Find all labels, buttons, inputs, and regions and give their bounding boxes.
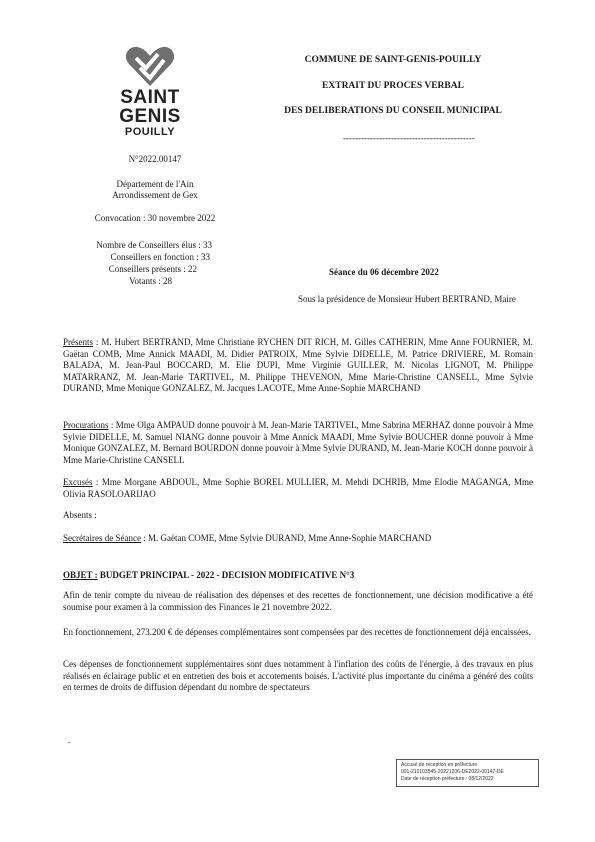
seance-date: Séance du 06 décembre 2022 — [329, 267, 439, 277]
presents-text: : M. Hubert BERTRAND, Mme Christiane RYCHEN DIT RICH, M. Gilles CATHERIN, Mme Anne FOURNIER, M. Gaëtan COMB, Mme Annick MAADI, M. Didier PATROIX, Mme Sylvie DIDELLE, M. Patrice DRIVIERE, M. Romain BALADA, M. Jean-Paul BOCCARD, M. Elie DUPI, Mme Virginie GUILLER, M. Nicolas LIGNOT, M. Philippe MATARRANZ, M. Jean-Marie TARTIVEL, M. Philippe THEVENON, Mme Marie-Christine CANSELL, Mme Sylvie DURAND, Mme Monique GONZALEZ, M. Jacques LACOTE, Mme Anne-Sophie MARCHAND — [63, 337, 533, 393]
procurations-text: : Mme Olga AMPAUD donne pouvoir à M. Jean-Marie TARTIVEL, Mme Sabrina MERHAZ donne pouvoir à Mme Sylvie DIDELLE, M. Samuel NIANG donne pouvoir à Mme Annick MAADI, Mme Sylvie BOUCHER donne pouvoir à Mme Monique GONZALEZ, M. Bernard BOURDON donne pouvoir à Mme Sylvie DURAND, M. Jean-Marie KOCH donne pouvoir à Mme Marie-Christine CANSELL — [63, 420, 533, 465]
deliberation-number: N°2022.00147 — [128, 154, 182, 164]
header-deliberations: DES DELIBERATIONS DU CONSEIL MUNICIPAL — [284, 106, 502, 116]
stamp-line-1: Accusé de réception en préfecture — [401, 762, 478, 768]
presents-label: Présents — [63, 337, 93, 347]
objet-text: BUDGET PRINCIPAL - 2022 - DECISION MODIFICATIVE N°3 — [97, 570, 355, 580]
body-paragraph-2: En fonctionnement, 273.200 € de dépenses complémentaires sont compensées par des recettes de fonctionnement déjà encaissées. — [63, 627, 531, 637]
logo-text-saint: SAINT — [120, 87, 180, 108]
header-commune: COMMUNE DE SAINT-GENIS-POUILLY — [304, 55, 482, 65]
secretaires-text: : M. Gaëtan COME, Mme Sylvie DURAND, Mme Anne-Sophie MARCHAND — [140, 533, 432, 543]
procurations-label: Procurations — [63, 420, 109, 430]
excuses-label: Excusés — [63, 477, 93, 487]
departement: Département de l'Ain — [116, 179, 194, 189]
convocation: Convocation : 30 novembre 2022 — [94, 213, 216, 223]
conseillers-presents: Conseillers présents : 22 — [108, 264, 197, 274]
seance-presidence: Sous la présidence de Monsieur Hubert BERTRAND, Maire — [298, 294, 516, 304]
excuses-text: : Mme Morgane ABDOUL, Mme Sophie BOREL MULLIER, M. Mehdi DCHRIB, Mme Elodie MAGANGA, Mme Olivia RASOLOARIJAO — [63, 477, 533, 499]
objet-heading — [63, 570, 533, 582]
stamp-line-3: Date de réception préfecture : 08/12/2022 — [401, 775, 494, 782]
arrondissement: Arrondissement de Gex — [112, 190, 198, 200]
header-extrait: EXTRAIT DU PROCES VERBAL — [322, 81, 464, 91]
secretaires-label: Secrétaires de Séance — [63, 533, 141, 543]
stamp-line-2: 001-210103545-20221206-DE2022-00147-DE — [401, 768, 504, 775]
presents-paragraph — [63, 337, 533, 395]
absents-label: Absents : — [63, 510, 97, 520]
procurations-paragraph — [63, 420, 533, 466]
objet-label: OBJET : — [63, 570, 98, 580]
logo-text-pouilly: POUILLY — [124, 126, 176, 138]
body-paragraph-1: Afin de tenir compte du niveau de réalisation des dépenses et des recettes de fonctionnement, une décision modificative a été soumise pour examen à la commission des Finances le 21 novembre 2022. — [63, 590, 533, 612]
heart-logo-icon — [124, 44, 176, 88]
logo-text-genis: GENIS — [119, 106, 181, 127]
excuses-paragraph — [63, 477, 533, 500]
commune-logo — [110, 44, 190, 139]
footer-mark: . — [68, 735, 71, 745]
absents-paragraph — [63, 510, 533, 522]
conseillers-elus: Nombre de Conseillers élus : 33 — [96, 240, 212, 250]
votants: Votants : 28 — [129, 276, 172, 286]
conseillers-fonction: Conseillers en fonction : 33 — [110, 252, 210, 262]
header-separator: -------------------------------------------- — [343, 133, 475, 143]
secretaires-paragraph — [63, 533, 533, 545]
prefecture-stamp — [396, 759, 539, 787]
body-paragraph-3: Ces dépenses de fonctionnement supplémentaires sont dues notamment à l'inflation des coûts de l'énergie, à des travaux en plus réalisés en éclairage public et en entretien des bois et accotements boisés. L'activité plus importante du cinéma a généré des coûts en termes de droits de diffusion dépendant du nombre de spectateurs — [63, 659, 533, 692]
